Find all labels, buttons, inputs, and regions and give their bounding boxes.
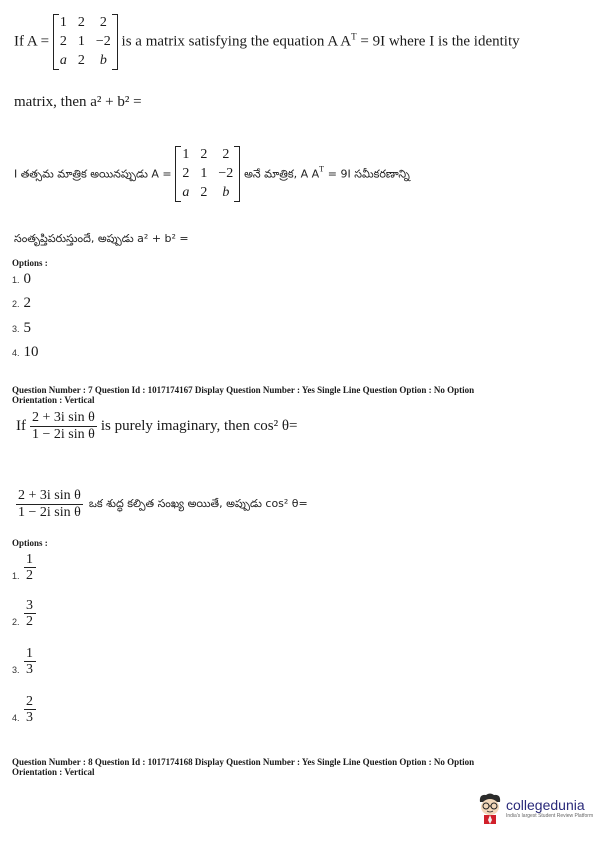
m-cell: 2 xyxy=(200,185,208,200)
option-fraction xyxy=(24,598,36,629)
q6-te-prefix: I తత్సమ మాత్రిక అయినప్పుడు A = xyxy=(14,167,172,181)
option-number: 1. xyxy=(12,571,20,581)
fraction-denominator: 1 − 2i sin θ xyxy=(18,505,81,520)
q6-en-suffix2: = 9I where I is the identity xyxy=(360,33,520,50)
q6-en-line2: matrix, then a² + b² = xyxy=(14,94,142,110)
q6-option-2[interactable] xyxy=(12,294,31,312)
option-value: 5 xyxy=(23,320,32,336)
q6-en-suffix: is a matrix satisfying the equation A A xyxy=(121,33,352,50)
q7-english-statement xyxy=(16,410,297,443)
q6-te-line2: సంతృప్తిపరుస్తుందే, అప్పుడు a² + b² = xyxy=(14,232,189,245)
q6-option-1[interactable] xyxy=(12,270,31,288)
q7-te-rest: ఒక శుద్ధ కల్పిత సంఖ్య అయితే, అప్పుడు cos² θ= xyxy=(88,496,308,510)
q7-option-1[interactable] xyxy=(12,552,36,583)
m-cell: −2 xyxy=(218,166,234,181)
option-number: 4. xyxy=(12,348,20,358)
option-fraction xyxy=(24,552,36,583)
q6-te-sup: T xyxy=(319,164,325,174)
q6-telugu-statement xyxy=(14,146,410,202)
q6-option-4[interactable] xyxy=(12,343,39,361)
q7-options-label: Options : xyxy=(12,538,48,548)
q6-options-label: Options : xyxy=(12,258,48,268)
option-number: 2. xyxy=(12,299,20,309)
fraction-numerator: 2 xyxy=(24,694,36,710)
m-cell: a xyxy=(182,185,190,200)
fraction-denominator: 3 xyxy=(26,662,34,677)
q6-en-sup: T xyxy=(351,31,357,42)
m-cell: 1 xyxy=(77,34,85,49)
option-value: 10 xyxy=(23,344,39,360)
m-cell: 1 xyxy=(200,166,208,181)
fraction-denominator: 3 xyxy=(26,710,34,725)
m-cell: a xyxy=(59,53,67,68)
option-value: 0 xyxy=(23,271,32,287)
logo-subtitle: India's largest Student Review Platform xyxy=(506,813,594,819)
q7-telugu-statement xyxy=(16,488,308,521)
option-number: 2. xyxy=(12,617,20,627)
q8-header-orientation: Orientation : Vertical xyxy=(12,767,95,777)
m-cell: 2 xyxy=(182,166,190,181)
q6-en-prefix: If A = xyxy=(14,33,50,50)
collegedunia-logo xyxy=(477,792,593,824)
m-cell: 1 xyxy=(182,147,190,162)
q7-en-rest: is purely imaginary, then cos² θ= xyxy=(100,418,298,434)
option-number: 4. xyxy=(12,713,20,723)
q6-matrix-en xyxy=(53,14,118,70)
q7-header-orientation: Orientation : Vertical xyxy=(12,395,95,405)
m-cell: 1 xyxy=(59,15,67,30)
m-cell: 2 xyxy=(77,15,85,30)
fraction-denominator: 2 xyxy=(26,614,34,629)
option-number: 1. xyxy=(12,275,20,285)
m-cell: 2 xyxy=(99,15,107,30)
m-cell: b xyxy=(222,185,230,200)
q7-option-3[interactable] xyxy=(12,646,36,677)
q7-fraction-te xyxy=(16,488,83,521)
q7-en-if: If xyxy=(16,418,26,434)
q6-matrix-te xyxy=(175,146,240,202)
fraction-numerator: 3 xyxy=(24,598,36,614)
fraction-numerator: 2 + 3i sin θ xyxy=(32,410,95,425)
q6-english-statement xyxy=(14,14,520,70)
m-cell: −2 xyxy=(95,34,111,49)
fraction-numerator: 2 + 3i sin θ xyxy=(18,488,81,503)
mascot-icon xyxy=(477,792,503,824)
q6-te-suffix2: = 9I సమీకరణాన్ని xyxy=(327,167,410,181)
q6-option-3[interactable] xyxy=(12,319,31,337)
option-number: 3. xyxy=(12,665,20,675)
q7-header: Question Number : 7 Question Id : 1017174167 Display Question Number : Yes Single Line Question Option : No Option xyxy=(12,385,475,395)
q8-header: Question Number : 8 Question Id : 1017174168 Display Question Number : Yes Single Line Question Option : No Option xyxy=(12,757,475,767)
q7-option-2[interactable] xyxy=(12,598,36,629)
m-cell: 2 xyxy=(59,34,67,49)
logo-title: collegedunia xyxy=(506,797,585,813)
fraction-numerator: 1 xyxy=(24,552,36,568)
logo-text xyxy=(506,797,593,819)
fraction-denominator: 2 xyxy=(26,568,34,583)
option-fraction xyxy=(24,646,36,677)
fraction-numerator: 1 xyxy=(24,646,36,662)
option-value: 2 xyxy=(23,295,32,311)
fraction-denominator: 1 − 2i sin θ xyxy=(32,427,95,442)
q6-te-suffix: అనే మాత్రిక, A A xyxy=(244,167,320,181)
m-cell: b xyxy=(99,53,107,68)
m-cell: 2 xyxy=(77,53,85,68)
q7-fraction xyxy=(30,410,97,443)
q7-option-4[interactable] xyxy=(12,694,36,725)
m-cell: 2 xyxy=(222,147,230,162)
option-fraction xyxy=(24,694,36,725)
m-cell: 2 xyxy=(200,147,208,162)
option-number: 3. xyxy=(12,324,20,334)
